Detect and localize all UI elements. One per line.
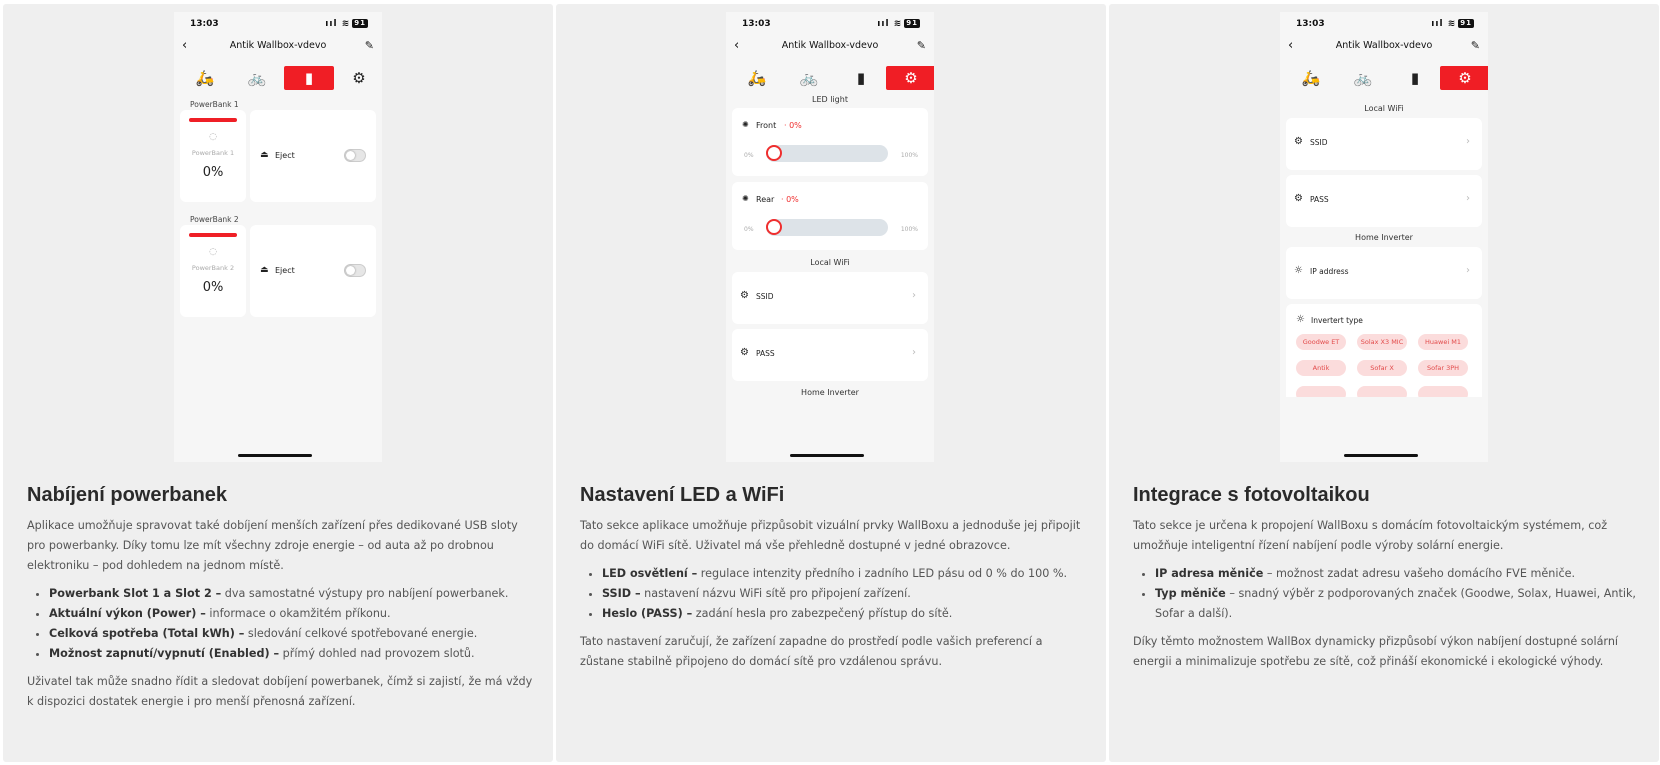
rear-led-row <box>732 182 928 250</box>
feature-list <box>602 564 1086 624</box>
edit-icon[interactable]: ✎ <box>1470 39 1480 52</box>
front-led-max: 100% <box>900 152 918 159</box>
tab-scooter[interactable]: 🛵 <box>1301 69 1321 87</box>
chevron-right-icon: › <box>1466 265 1470 276</box>
signal-icon: ııl ≋ 91 <box>325 19 366 29</box>
signal-icon: ııl ≋ 91 <box>877 19 918 29</box>
tab-scooter[interactable]: 🛵 <box>195 69 215 87</box>
ip-address-label: IP address <box>1310 267 1349 276</box>
powerbank-1-label: PowerBank 1 <box>190 100 239 109</box>
edit-icon[interactable]: ✎ <box>364 39 374 52</box>
screen-title: Antik Wallbox-vdevo <box>1335 40 1433 51</box>
tab-settings[interactable]: ⚙ <box>1440 66 1488 90</box>
card-title: Nabíjení powerbanek <box>27 484 228 506</box>
back-icon[interactable]: ‹ <box>1288 38 1294 53</box>
inverter-section-label: Home Inverter <box>1355 233 1413 242</box>
inverter-section-label: Home Inverter <box>801 388 859 397</box>
pass-label: PASS <box>756 349 775 358</box>
sun-icon: ✺ <box>742 120 749 129</box>
home-indicator <box>238 454 312 457</box>
eject-icon: ⏏ <box>260 265 269 275</box>
card-outro: Díky těmto možnostem WallBox dynamicky přizpůsobí výkon nabíjení dostupné solární energii a minimalizuje spotřebu ze sítě, což přináší ekonomické i ekologické výhody. <box>1133 635 1619 668</box>
card-body <box>580 516 1086 672</box>
battery-level: 91 <box>906 19 918 27</box>
spinner-icon: ◌ <box>209 132 217 142</box>
powerbank-2-control <box>250 225 376 317</box>
tab-settings[interactable]: ⚙ <box>886 66 934 90</box>
status-bar <box>1280 12 1488 36</box>
chevron-right-icon: › <box>1466 136 1470 147</box>
card-intro: Aplikace umožňuje spravovat také dobíjení menších zařízení přes dedikované USB sloty pro powerbanky. Díky tomu lze mít všechny zdroje energie – od auta až po drobnou elektroniku – pod dohledem na jednom místě. <box>27 519 518 572</box>
wifi-section-label: Local WiFi <box>810 258 850 267</box>
list-item: • Typ měniče – snadný výběr z podporovaných značek (Goodwe, Solax, Huawei, Antik, Sofar a další). <box>1155 584 1639 624</box>
chevron-right-icon: › <box>912 290 916 301</box>
back-icon[interactable]: ‹ <box>182 38 188 53</box>
feature-card-photovoltaic <box>1109 4 1659 762</box>
list-item: • Aktuální výkon (Power) – informace o okamžitém příkonu. <box>49 604 533 624</box>
powerbank-1-control <box>250 110 376 202</box>
edit-icon[interactable]: ✎ <box>916 39 926 52</box>
feature-card-led-wifi <box>556 4 1106 762</box>
rear-led-value: · 0% <box>781 195 799 204</box>
card-intro: Tato sekce je určena k propojení WallBoxu s domácím fotovoltaickým systémem, což umožňuje inteligentní řízení nabíjení podle výroby solární energie. <box>1133 519 1608 552</box>
ssid-row[interactable] <box>732 272 928 324</box>
pass-label: PASS <box>1310 195 1329 204</box>
list-item: • SSID – nastavení názvu WiFi sítě pro připojení zařízení. <box>602 584 1086 604</box>
ssid-row[interactable] <box>1286 118 1482 170</box>
screen-title: Antik Wallbox-vdevo <box>229 40 327 51</box>
inverter-chip[interactable]: Sofar 3PH <box>1418 360 1468 376</box>
led-section-label: LED light <box>812 95 848 104</box>
pass-row[interactable] <box>1286 175 1482 227</box>
chevron-right-icon: › <box>912 347 916 358</box>
inverter-type-row <box>1286 304 1482 404</box>
card-body <box>1133 516 1639 672</box>
inverter-chip[interactable]: Solax X3 MIC <box>1357 334 1407 350</box>
front-led-value: · 0% <box>784 121 802 130</box>
powerbank-2-label: PowerBank 2 <box>190 215 239 224</box>
list-item: • IP adresa měniče – možnost zadat adresu vašeho domácího FVE měniče. <box>1155 564 1639 584</box>
home-indicator <box>790 454 864 457</box>
list-item: • LED osvětlení – regulace intenzity předního i zadního LED pásu od 0 % do 100 %. <box>602 564 1086 584</box>
powerbank-1-name: PowerBank 1 <box>191 149 235 157</box>
front-led-label: Front <box>756 121 777 130</box>
list-item: • Celková spotřeba (Total kWh) – sledování celkové spotřebované energie. <box>49 624 533 644</box>
scroll-mask <box>1280 397 1488 462</box>
nav-bar <box>1280 38 1488 58</box>
inverter-type-label: Invertert type <box>1311 316 1363 325</box>
signal-icon: ııl ≋ 91 <box>1431 19 1472 29</box>
spinner-icon: ◌ <box>209 247 217 257</box>
front-led-row <box>732 108 928 176</box>
rear-led-label: Rear <box>756 195 775 204</box>
battery-level: 91 <box>1460 19 1472 27</box>
ssid-label: SSID <box>756 292 774 301</box>
inverter-chip[interactable]: Antik <box>1296 360 1346 376</box>
tab-powerbank[interactable]: ▮ <box>1410 69 1420 87</box>
rear-led-min: 0% <box>744 226 754 233</box>
pass-row[interactable] <box>732 329 928 381</box>
powerbank-1-bar <box>189 118 237 122</box>
powerbank-2-name: PowerBank 2 <box>191 264 235 272</box>
inverter-chip[interactable]: Sofar X <box>1357 360 1407 376</box>
wifi-section-label: Local WiFi <box>1364 104 1404 113</box>
feature-list <box>1155 564 1639 624</box>
tab-bicycle[interactable]: 🚲 <box>1353 69 1373 87</box>
phone-screenshot <box>1280 12 1488 462</box>
screen-title: Antik Wallbox-vdevo <box>781 40 879 51</box>
list-item: • Powerbank Slot 1 a Slot 2 – dva samostatné výstupy pro nabíjení powerbanek. <box>49 584 533 604</box>
status-time: 13:03 <box>1296 19 1325 29</box>
gear-icon: ⚙ <box>1294 136 1303 147</box>
nav-bar <box>174 38 382 58</box>
powerbank-1-eject-label: Eject <box>275 151 295 160</box>
tab-bicycle[interactable]: 🚲 <box>247 69 267 87</box>
powerbank-1-percent: 0% <box>202 165 224 180</box>
tab-bar <box>732 66 928 90</box>
phone-screenshot <box>174 12 382 462</box>
card-title: Integrace s fotovoltaikou <box>1133 484 1370 506</box>
ip-address-row[interactable] <box>1286 247 1482 299</box>
tab-settings[interactable]: ⚙ <box>352 69 366 87</box>
front-led-slider[interactable] <box>766 145 888 162</box>
card-intro: Tato sekce aplikace umožňuje přizpůsobit vizuální prvky WallBoxu a jednoduše jej připojit do domácí WiFi sítě. Uživatel má vše přehledně dostupné v jedné obrazovce. <box>580 519 1081 552</box>
card-title: Nastavení LED a WiFi <box>580 484 785 506</box>
home-indicator <box>1344 454 1418 457</box>
sun-icon: ☼ <box>1294 265 1303 276</box>
nav-bar <box>726 38 934 58</box>
powerbank-2-eject-label: Eject <box>275 266 295 275</box>
inverter-chip[interactable]: Goodwe ET <box>1296 334 1346 350</box>
ssid-label: SSID <box>1310 138 1328 147</box>
feature-card-powerbank <box>3 4 553 762</box>
tab-bicycle[interactable]: 🚲 <box>799 69 819 87</box>
eject-icon: ⏏ <box>260 150 269 160</box>
tab-bar <box>1286 66 1482 90</box>
inverter-chip[interactable]: Huawei M1 <box>1418 334 1468 350</box>
back-icon[interactable]: ‹ <box>734 38 740 53</box>
powerbank-2-status <box>180 225 246 317</box>
battery-level: 91 <box>354 19 366 27</box>
powerbank-1-status <box>180 110 246 202</box>
rear-led-max: 100% <box>900 226 918 233</box>
tab-powerbank[interactable]: ▮ <box>284 66 334 90</box>
tab-bar <box>180 66 376 90</box>
powerbank-2-percent: 0% <box>202 280 224 295</box>
sun-icon: ✺ <box>742 194 749 203</box>
gear-icon: ⚙ <box>1294 193 1303 204</box>
front-led-min: 0% <box>744 152 754 159</box>
powerbank-1-toggle[interactable] <box>344 149 366 162</box>
tab-scooter[interactable]: 🛵 <box>747 69 767 87</box>
status-bar <box>174 12 382 36</box>
powerbank-2-bar <box>189 233 237 237</box>
rear-led-knob[interactable] <box>766 219 782 235</box>
gear-icon: ⚙ <box>740 347 749 358</box>
phone-screenshot <box>726 12 934 462</box>
status-time: 13:03 <box>190 19 219 29</box>
feature-list <box>49 584 533 664</box>
status-bar <box>726 12 934 36</box>
list-item: • Možnost zapnutí/vypnutí (Enabled) – přímý dohled nad provozem slotů. <box>49 644 533 664</box>
status-time: 13:03 <box>742 19 771 29</box>
rear-led-slider[interactable] <box>766 219 888 236</box>
powerbank-2-toggle[interactable] <box>344 264 366 277</box>
gear-icon: ⚙ <box>740 290 749 301</box>
front-led-knob[interactable] <box>766 145 782 161</box>
tab-powerbank[interactable]: ▮ <box>856 69 866 87</box>
card-outro: Tato nastavení zaručují, že zařízení zapadne do prostředí podle vašich preferencí a zůstane stabilně připojeno do domácí sítě pro vzdálenou správu. <box>580 635 1043 668</box>
list-item: • Heslo (PASS) – zadání hesla pro zabezpečený přístup do sítě. <box>602 604 1086 624</box>
card-body <box>27 516 533 712</box>
card-outro: Uživatel tak může snadno řídit a sledovat dobíjení powerbanek, čímž si zajistí, že má vždy k dispozici dostatek energie i pro menší přenosná zařízení. <box>27 675 533 708</box>
sun-icon: ☼ <box>1296 314 1305 325</box>
chevron-right-icon: › <box>1466 193 1470 204</box>
